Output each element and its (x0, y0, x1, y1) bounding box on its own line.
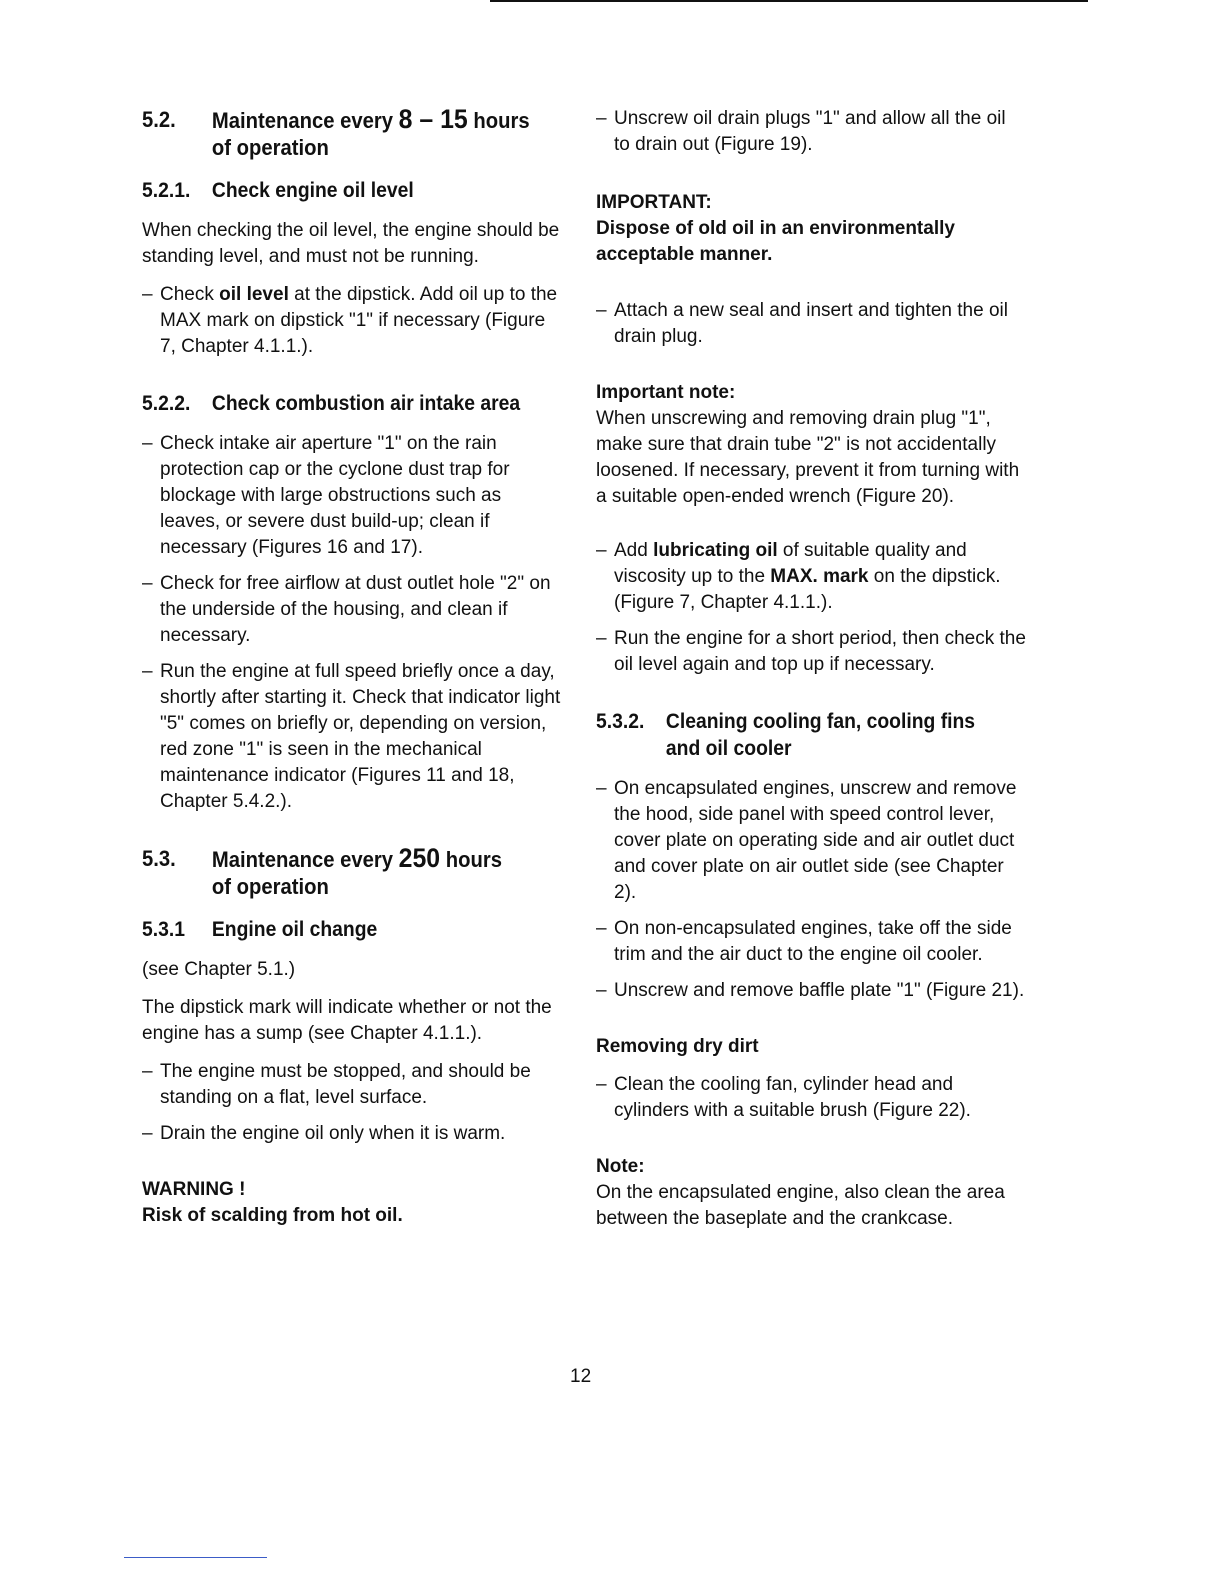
section-5-3-heading: 5.3. Maintenance every 250 hours of operation (142, 843, 502, 899)
important-text: Dispose of old oil in an environmentally acceptable manner. (596, 218, 955, 265)
removing-dry-dirt-label: Removing dry dirt (596, 1036, 759, 1057)
important-note-label: Important note: (596, 382, 736, 403)
important-note-text: When unscrewing and removing drain plug "1", make sure that drain tube "2" is not accidentally loosened. If necessary, prevent it from turning with a suitable open-ended wrench (Figure 20). (596, 408, 1020, 507)
section-5-2-1-heading: 5.2.1. Check engine oil level (142, 179, 414, 202)
list-item: – Check for free airflow at dust outlet hole "2" on the underside of the housing, and clean if necessary. (142, 571, 562, 649)
paragraph: When checking the oil level, the engine should be standing level, and must not be running. (142, 220, 560, 267)
list-item: – On non-encapsulated engines, take off the side trim and the air duct to the engine oil cooler. (596, 916, 1026, 968)
list-item: – The engine must be stopped, and should be standing on a flat, level surface. (142, 1059, 562, 1111)
bottom-rule (124, 1557, 267, 1558)
important-label: IMPORTANT: (596, 192, 712, 213)
warning-label: WARNING ! (142, 1179, 246, 1200)
list-item: – Add lubricating oil of suitable quality and viscosity up to the MAX. mark on the dipstick. (Figure 7, Chapter 4.1.1.). (596, 538, 1026, 616)
list-item: – On encapsulated engines, unscrew and remove the hood, side panel with speed control lever, cover plate on operating side and air outlet duct and cover plate on air outlet side (see Chapter 2). (596, 776, 1026, 906)
paragraph: (see Chapter 5.1.) (142, 959, 296, 980)
left-column (142, 106, 562, 1241)
section-5-2-2-heading: 5.2.2. Check combustion air intake area (142, 392, 521, 415)
note-label: Note: (596, 1156, 645, 1177)
list-item: – Attach a new seal and insert and tighten the oil drain plug. (596, 298, 1026, 350)
list-item: – Unscrew oil drain plugs "1" and allow all the oil to drain out (Figure 19). (596, 106, 1026, 158)
note-text: On the encapsulated engine, also clean the area between the baseplate and the crankcase. (596, 1182, 1005, 1229)
page-number: 12 (570, 1366, 592, 1387)
warning-text: Risk of scalding from hot oil. (142, 1205, 403, 1226)
list-item: – Check intake air aperture "1" on the rain protection cap or the cyclone dust trap for blockage with large obstructions such as leaves, or severe dust build-up; clean if necessary (Figures 16 and 17). (142, 431, 562, 561)
list-item: – Check oil level at the dipstick. Add oil up to the MAX mark on dipstick "1" if necessary (Figure 7, Chapter 4.1.1.). (142, 282, 562, 360)
section-5-3-1-heading: 5.3.1 Engine oil change (142, 918, 378, 941)
list-item: – Drain the engine oil only when it is warm. (142, 1121, 562, 1147)
paragraph: The dipstick mark will indicate whether or not the engine has a sump (see Chapter 4.1.1.). (142, 997, 552, 1044)
list-item: – Clean the cooling fan, cylinder head and cylinders with a suitable brush (Figure 22). (596, 1072, 1026, 1124)
right-column (596, 106, 1026, 1244)
top-rule (490, 0, 1088, 2)
list-item: – Run the engine at full speed briefly once a day, shortly after starting it. Check that indicator light "5" comes on briefly or, depending on version, red zone "1" is seen in the mechanical maintenance indicator (Figures 11 and 18, Chapter 5.4.2.). (142, 659, 562, 815)
list-item: – Unscrew and remove baffle plate "1" (Figure 21). (596, 978, 1026, 1004)
list-item: – Run the engine for a short period, then check the oil level again and top up if necessary. (596, 626, 1026, 678)
section-5-3-2-heading: 5.3.2. Cleaning cooling fan, cooling fins and oil cooler (596, 710, 976, 760)
section-5-2-heading: 5.2. Maintenance every 8 – 15 hours of operation (142, 104, 530, 160)
